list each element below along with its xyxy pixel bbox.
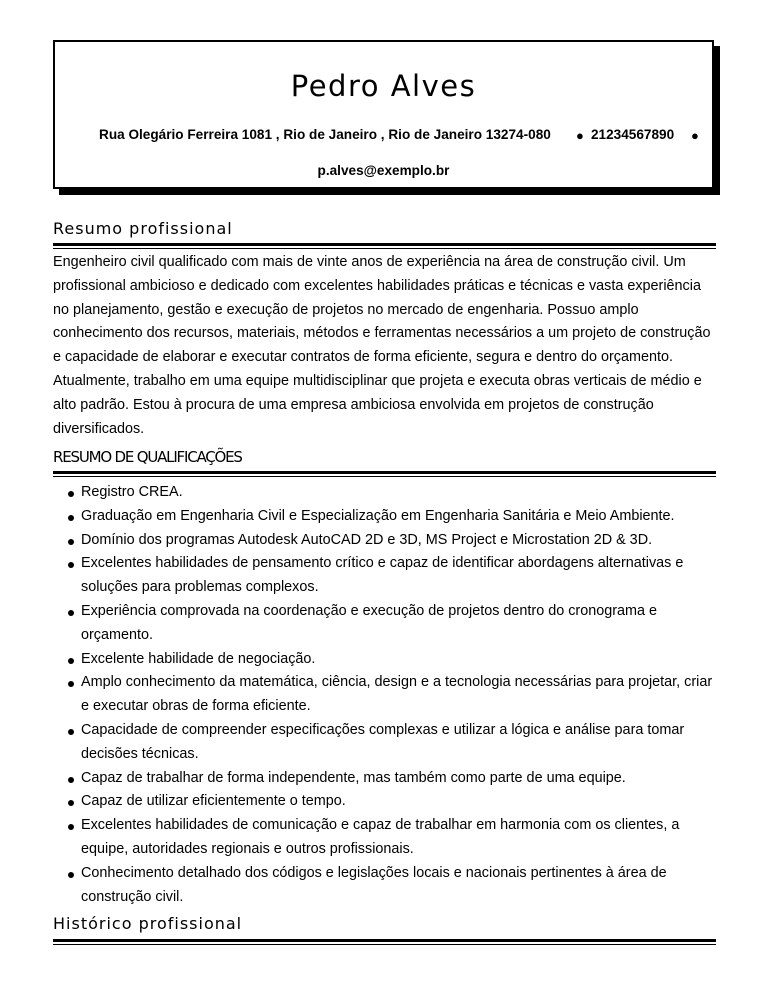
section-divider [53, 471, 716, 477]
qualification-item: Graduação em Engenharia Civil e Especialização em Engenharia Sanitária e Meio Ambiente. [53, 505, 718, 529]
qualification-item: Conhecimento detalhado dos códigos e legislações locais e nacionais pertinentes à área de construção civil. [53, 862, 718, 910]
qualification-item: Domínio dos programas Autodesk AutoCAD 2D e 3D, MS Project e Microstation 2D & 3D. [53, 529, 718, 553]
bullet-separator-icon: ● [576, 128, 584, 143]
qualification-item: Capaz de utilizar eficientemente o tempo. [53, 790, 718, 814]
bullet-separator-icon: ● [691, 128, 699, 143]
summary-title: Resumo profissional [53, 219, 233, 238]
qualification-item: Experiência comprovada na coordenação e execução de projetos dentro do cronograma e orçamento. [53, 600, 718, 648]
qualification-item: Capaz de trabalhar de forma independente, mas também como parte de uma equipe. [53, 767, 718, 791]
qualifications-list [53, 481, 718, 909]
qualification-item: Amplo conhecimento da matemática, ciência, design e a tecnologia necessárias para projetar, criar e executar obras de forma eficiente. [53, 671, 718, 719]
email: p.alves@exemplo.br [317, 163, 450, 178]
qualification-item: Registro CREA. [53, 481, 718, 505]
candidate-name: Pedro Alves [290, 69, 477, 103]
qualification-item: Excelente habilidade de negociação. [53, 648, 718, 672]
qualification-item: Excelentes habilidades de pensamento crítico e capaz de identificar abordagens alternativas e soluções para problemas complexos. [53, 552, 718, 600]
section-divider [53, 939, 716, 945]
section-divider [53, 243, 716, 249]
summary-text: Engenheiro civil qualificado com mais de vinte anos de experiência na área de construção civil. Um profissional ambicioso e dedicado com excelentes habilidades práticas e técnicas e vasta experiência no planejamento, gestão e execução de projetos no mercado de engenharia. Possuo amplo conhecimento dos recursos, materiais, métodos e ferramentas necessários a um projeto de construção e capacidade de elaborar e executar contratos de forma eficiente, segura e dentro do orçamento. Atualmente, trabalho em uma equipe multidisciplinar que projeta e executa obras verticais de médio e alto padrão. Estou à procura de uma empresa ambiciosa envolvida em projetos de construção diversificados. [53, 254, 711, 437]
qualifications-title: RESUMO DE QUALIFICAÇÕES [53, 448, 242, 466]
header-box [53, 40, 714, 189]
phone: 21234567890 [591, 127, 675, 142]
address: Rua Olegário Ferreira 1081 , Rio de Janeiro , Rio de Janeiro 13274-080 [99, 127, 551, 142]
qualification-item: Excelentes habilidades de comunicação e capaz de trabalhar em harmonia com os clientes, a equipe, autoridades regionais e outros profissionais. [53, 814, 718, 862]
qualification-item: Capacidade de compreender especificações complexas e utilizar a lógica e análise para tomar decisões técnicas. [53, 719, 718, 767]
history-title: Histórico profissional [53, 914, 243, 933]
